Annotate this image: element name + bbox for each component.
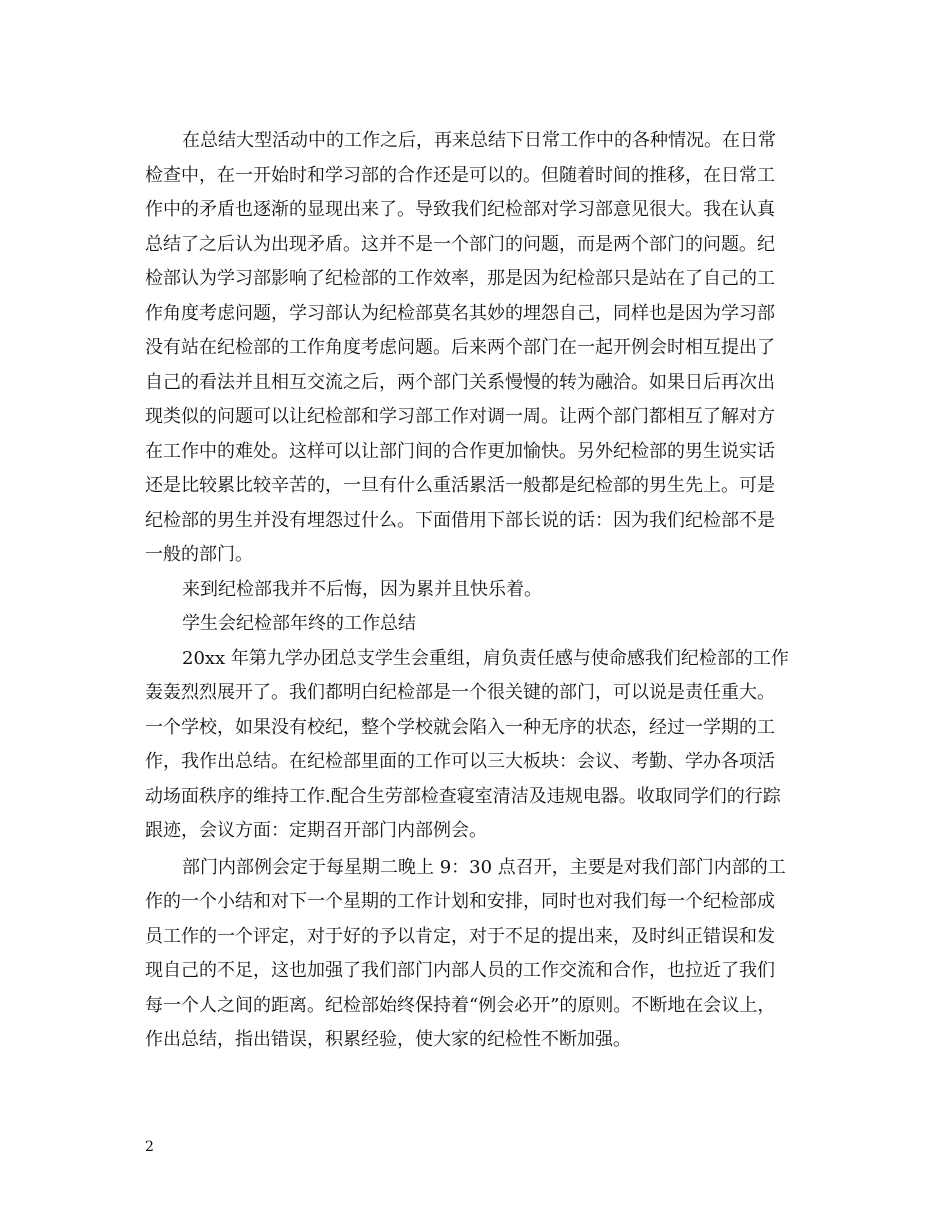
- page-number: 2: [145, 1139, 154, 1155]
- section-heading: 学生会纪检部年终的工作总结: [182, 613, 416, 634]
- text-line: 20xx 年第九学办团总支学生会重组，肩负责任感与使命感我们纪检部的工作: [182, 647, 789, 669]
- text-line: 动场面秩序的维持工作.配合生劳部检查寝室清洁及违规电器。收取同学们的行踪: [145, 785, 781, 807]
- text-line: 员工作的一个评定，对于好的予以肯定，对于不足的提出来，及时纠正错误和发: [145, 925, 775, 947]
- text-line: 一个学校，如果没有校纪，整个学校就会陷入一种无序的状态，经过一学期的工: [145, 716, 775, 738]
- text-line: 跟迹，会议方面：定期召开部门内部例会。: [145, 820, 487, 841]
- text-line: 作，我作出总结。在纪检部里面的工作可以三大板块：会议、考勤、学办各项活: [145, 751, 775, 772]
- text-line: 一般的部门。: [145, 544, 253, 565]
- text-line: 作的一个小结和对下一个星期的工作计划和安排，同时也对我们每一个纪检部成: [145, 891, 775, 912]
- text-line: 来到纪检部我并不后悔，因为累并且快乐着。: [182, 578, 542, 600]
- document-body: [145, 124, 809, 1058]
- text-line: 轰轰烈烈展开了。我们都明白纪检部是一个很关键的部门，可以说是责任重大。: [145, 682, 775, 703]
- text-line: 现自己的不足，这也加强了我们部门内部人员的工作交流和合作，也拉近了我们: [145, 960, 775, 981]
- text-line: 在总结大型活动中的工作之后，再来总结下日常工作中的各种情况。在日常: [182, 130, 776, 151]
- text-line: 在工作中的难处。这样可以让部门间的合作更加愉快。另外纪检部的男生说实话: [145, 440, 775, 462]
- text-line: 作角度考虑问题，学习部认为纪检部莫名其妙的埋怨自己，同样也是因为学习部: [145, 302, 775, 324]
- text-line: 检部认为学习部影响了纪检部的工作效率，那是因为纪检部只是站在了自己的工: [145, 268, 775, 289]
- text-line: 纪检部的男生并没有埋怨过什么。下面借用下部长说的话：因为我们纪检部不是: [145, 509, 775, 531]
- text-line: 现类似的问题可以让纪检部和学习部工作对调一周。让两个部门都相互了解对方: [145, 406, 775, 427]
- text-line: 检查中，在一开始时和学习部的合作还是可以的。但随着时间的推移，在日常工: [145, 164, 775, 186]
- text-line: 还是比较累比较辛苦的，一旦有什么重活累活一般都是纪检部的男生先上。可是: [145, 475, 775, 496]
- text-line: 部门内部例会定于每星期二晚上 9：30 点召开，主要是对我们部门内部的工: [182, 856, 786, 878]
- text-line: 作中的矛盾也逐渐的显现出来了。导致我们纪检部对学习部意见很大。我在认真: [145, 199, 775, 220]
- text-line: 作出总结，指出错误，积累经验，使大家的纪检性不断加强。: [145, 1029, 631, 1050]
- text-line: 自己的看法并且相互交流之后，两个部门关系慢慢的转为融洽。如果日后再次出: [145, 371, 775, 393]
- text-line: 总结了之后认为出现矛盾。这并不是一个部门的问题，而是两个部门的问题。纪: [145, 233, 775, 255]
- text-line: 没有站在纪检部的工作角度考虑问题。后来两个部门在一起开例会时相互提出了: [145, 337, 775, 358]
- text-line: 每一个人之间的距离。纪检部始终保持着“例会必开”的原则。不断地在会议上，: [145, 994, 776, 1016]
